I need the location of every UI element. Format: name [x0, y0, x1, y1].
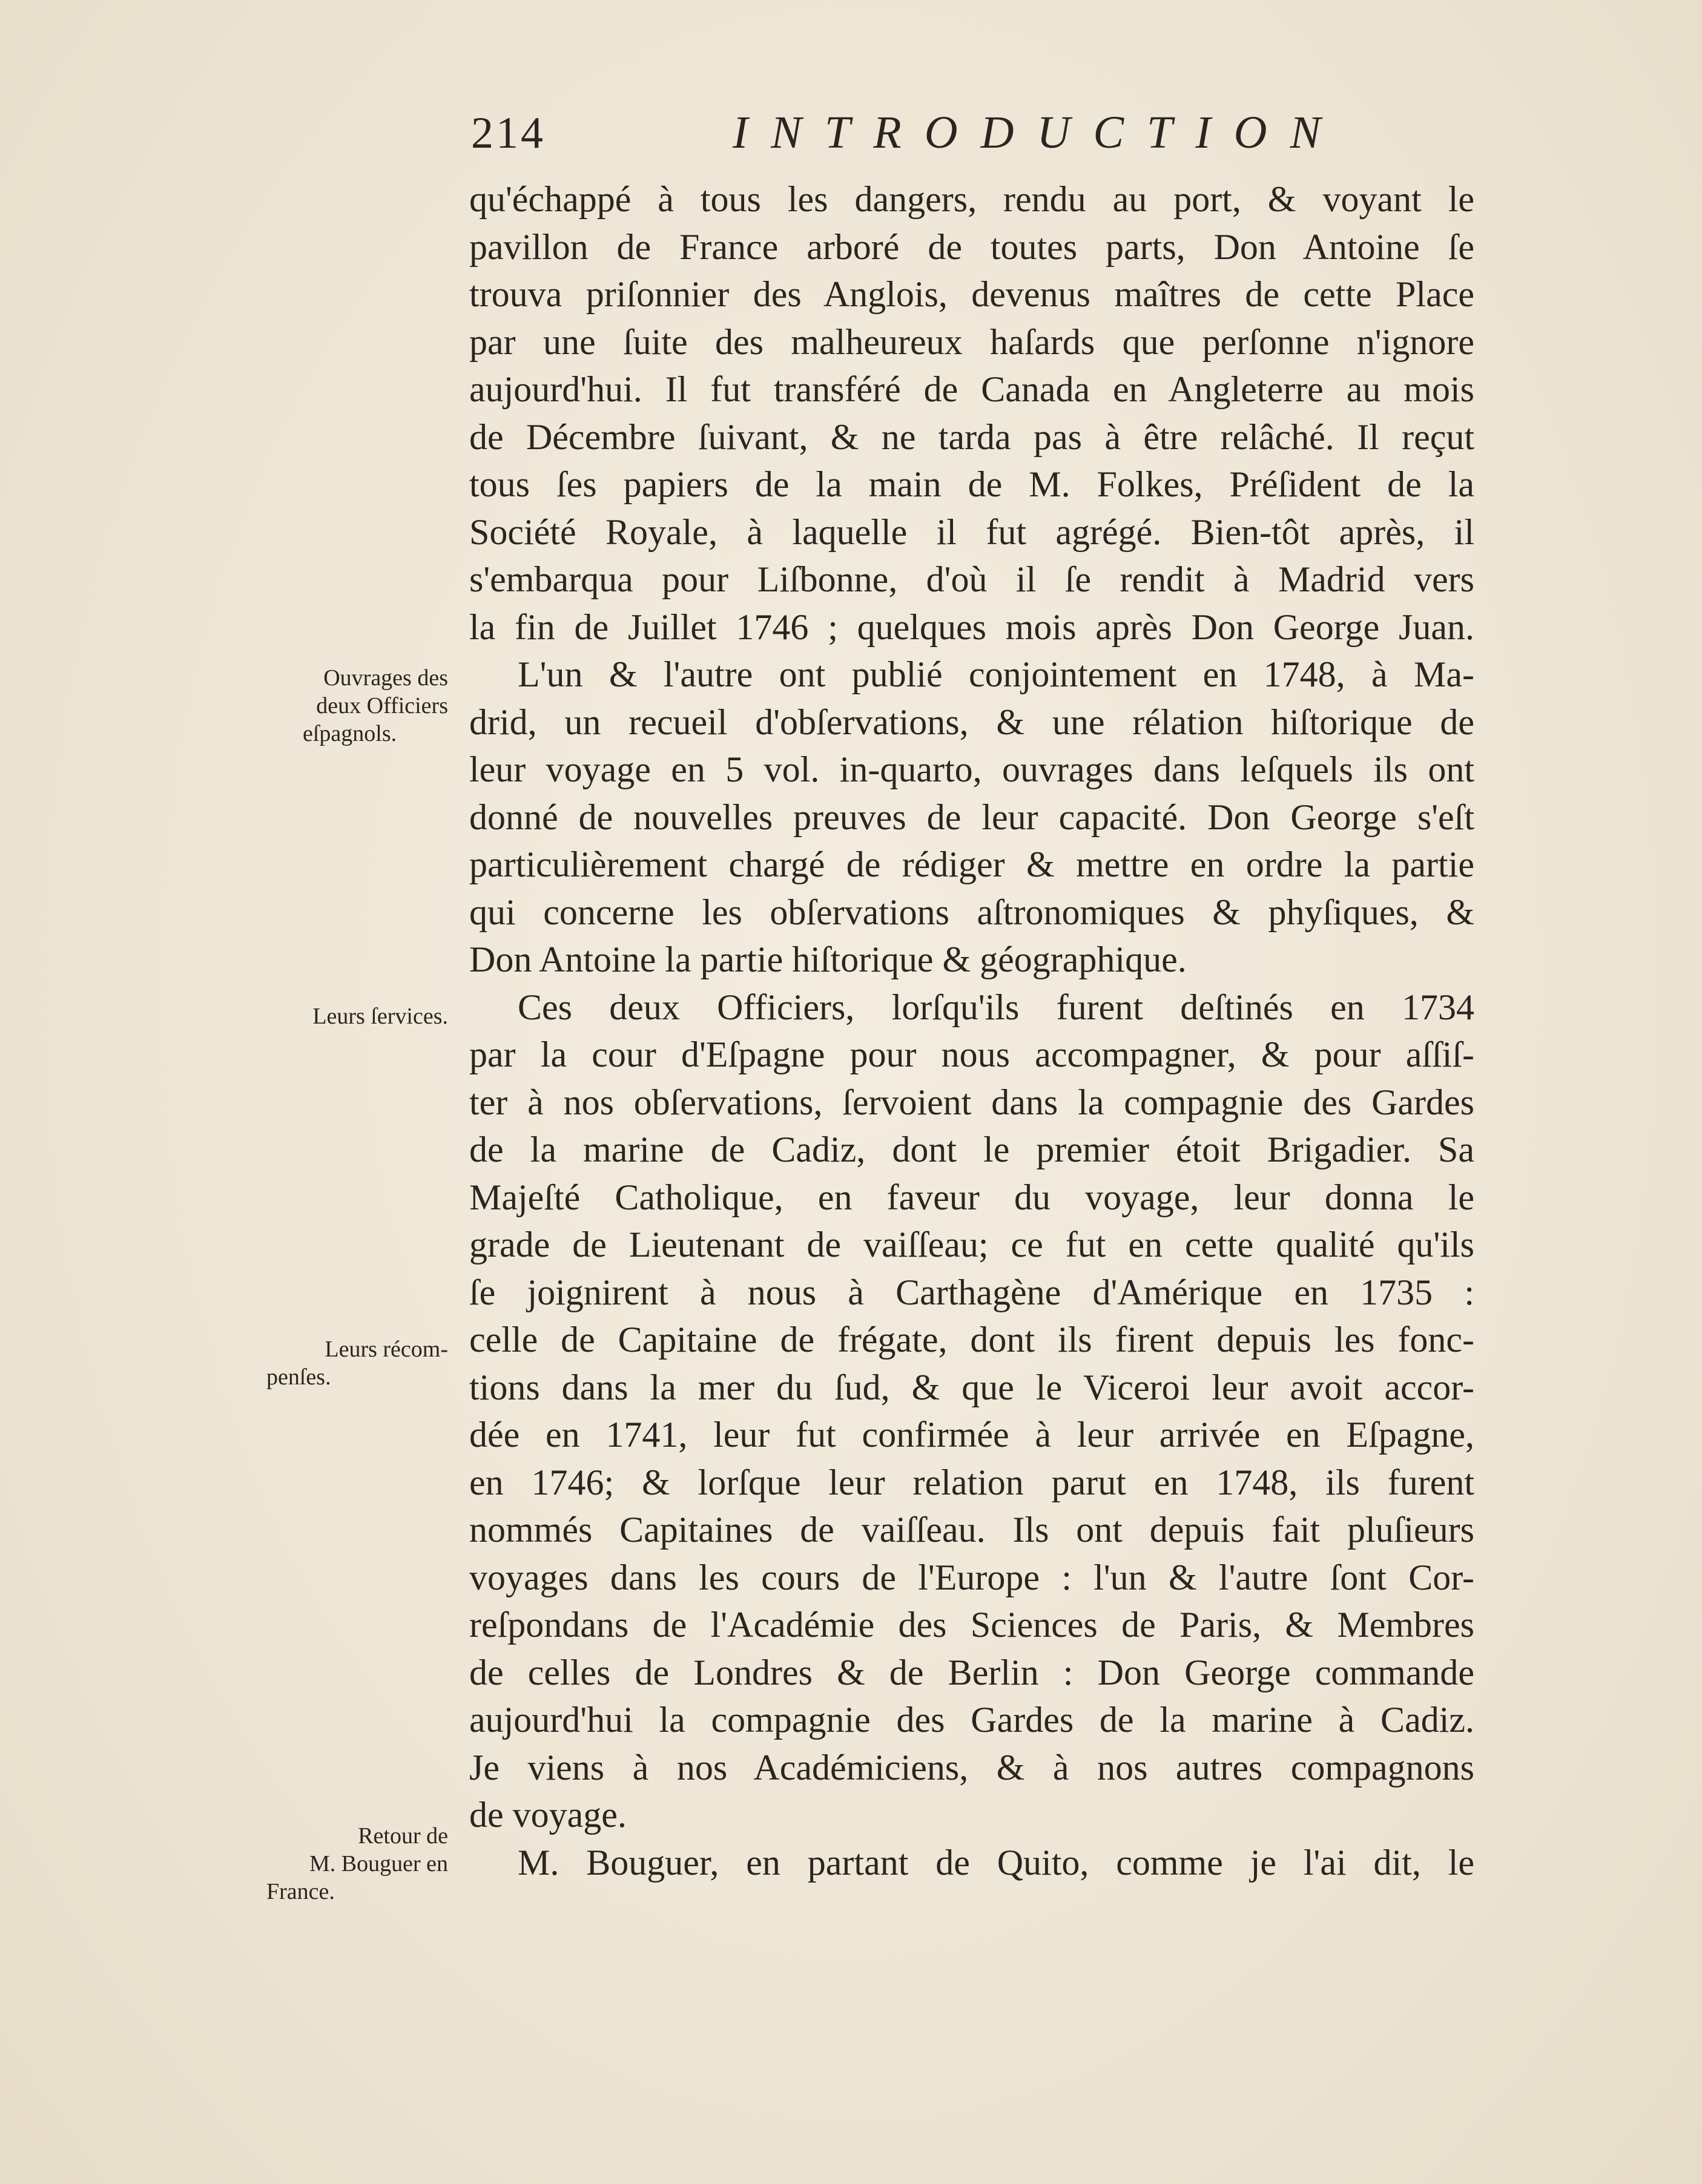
- margin-note-line: M. Bouguer en: [309, 1851, 448, 1876]
- text-line: tous ſes papiers de la main de M. Folkes, Préſident de la: [469, 464, 1474, 504]
- text-line: de la marine de Cadiz, dont le premier étoit Brigadier. Sa: [469, 1130, 1474, 1169]
- margin-note-recompenses: [266, 1335, 448, 1391]
- text-line: tions dans la mer du ſud, & que le Viceroi leur avoit accor-: [469, 1367, 1474, 1407]
- text-line: Ces deux Officiers, lorſqu'ils furent deſtinés en 1734: [518, 987, 1474, 1027]
- text-line: ſe joignirent à nous à Carthagène d'Amérique en 1735 :: [469, 1272, 1474, 1312]
- text-line: L'un & l'autre ont publié conjointement en 1748, à Ma-: [518, 654, 1474, 694]
- text-line: nommés Capitaines de vaiſſeau. Ils ont depuis fait pluſieurs: [469, 1510, 1474, 1550]
- text-line: particulièrement chargé de rédiger & mettre en ordre la partie: [469, 844, 1474, 884]
- text-line: celle de Capitaine de frégate, dont ils firent depuis les fonc-: [469, 1320, 1474, 1360]
- margin-note-line: Leurs ſervices.: [312, 1004, 448, 1029]
- margin-note-line: Leurs récom-: [325, 1337, 448, 1362]
- text-line: reſpondans de l'Académie des Sciences de Paris, & Membres: [469, 1605, 1474, 1645]
- text-line: de Décembre ſuivant, & ne tarda pas à être relâché. Il reçut: [469, 416, 1474, 457]
- text-line: qu'échappé à tous les dangers, rendu au port, & voyant le: [469, 179, 1474, 219]
- text-line: grade de Lieutenant de vaiſſeau; ce fut en cette qualité qu'ils: [469, 1225, 1474, 1265]
- page-header: [466, 104, 1344, 171]
- text-line: leur voyage en 5 vol. in-quarto, ouvrages dans leſquels ils ont: [469, 749, 1474, 789]
- text-line: Majeſté Catholique, en faveur du voyage, leur donna le: [469, 1177, 1474, 1217]
- text-line: aujourd'hui la compagnie des Gardes de la marine à Cadiz.: [469, 1700, 1474, 1740]
- text-line: dée en 1741, leur fut confirmée à leur arrivée en Eſpagne,: [469, 1415, 1474, 1455]
- margin-note-line: Retour de: [358, 1823, 448, 1849]
- text-line: aujourd'hui. Il fut transféré de Canada en Angleterre au mois: [469, 369, 1474, 409]
- text-line: trouva priſonnier des Anglois, devenus maîtres de cette Place: [469, 274, 1474, 314]
- text-line: qui concerne les obſervations aſtronomiques & phyſiques, &: [469, 892, 1474, 932]
- text-line: en 1746; & lorſque leur relation parut en 1748, ils furent: [469, 1462, 1474, 1502]
- text-line: Société Royale, à laquelle il fut agrégé. Bien-tôt après, il: [469, 511, 1474, 552]
- margin-note-services: [266, 1002, 448, 1030]
- text-line: par une ſuite des malheureux haſards que perſonne n'ignore: [469, 321, 1474, 362]
- text-line: Je viens à nos Académiciens, & à nos autres compagnons: [469, 1747, 1474, 1788]
- page-number: 214: [471, 108, 546, 158]
- margin-note-line: France.: [266, 1879, 335, 1904]
- text-line: s'embarqua pour Liſbonne, d'où il ſe rendit à Madrid vers: [469, 559, 1474, 599]
- text-line: par la cour d'Eſpagne pour nous accompagner, & pour aſſiſ-: [469, 1034, 1474, 1074]
- running-title: INTRODUCTION: [733, 107, 1344, 158]
- text-line: pavillon de France arboré de toutes parts, Don Antoine ſe: [469, 226, 1474, 267]
- text-line: ter à nos obſervations, ſervoient dans la compagnie des Gardes: [469, 1082, 1474, 1122]
- margin-note-ouvrages: [266, 664, 448, 748]
- text-line: M. Bouguer, en partant de Quito, comme je l'ai dit, le: [518, 1842, 1474, 1883]
- margin-note-line: deux Officiers: [316, 693, 448, 719]
- text-line: de voyage.: [469, 1795, 627, 1835]
- text-line: drid, un recueil d'obſervations, & une rélation hiſtorique de: [469, 702, 1474, 742]
- margin-note-line: Ouvrages des: [323, 665, 448, 691]
- margin-note-line: eſpagnols.: [303, 721, 397, 746]
- text-line: voyages dans les cours de l'Europe : l'un & l'autre ſont Cor-: [469, 1557, 1474, 1597]
- margin-note-line: penſes.: [266, 1364, 331, 1390]
- text-line: Don Antoine la partie hiſtorique & géographique.: [469, 939, 1187, 979]
- body-text: [469, 176, 1474, 1886]
- text-line: donné de nouvelles preuves de leur capacité. Don George s'eſt: [469, 797, 1474, 837]
- text-line: la fin de Juillet 1746 ; quelques mois après Don George Juan.: [469, 607, 1474, 647]
- text-line: de celles de Londres & de Berlin : Don George commande: [469, 1652, 1474, 1692]
- margin-note-retour: [266, 1822, 448, 1906]
